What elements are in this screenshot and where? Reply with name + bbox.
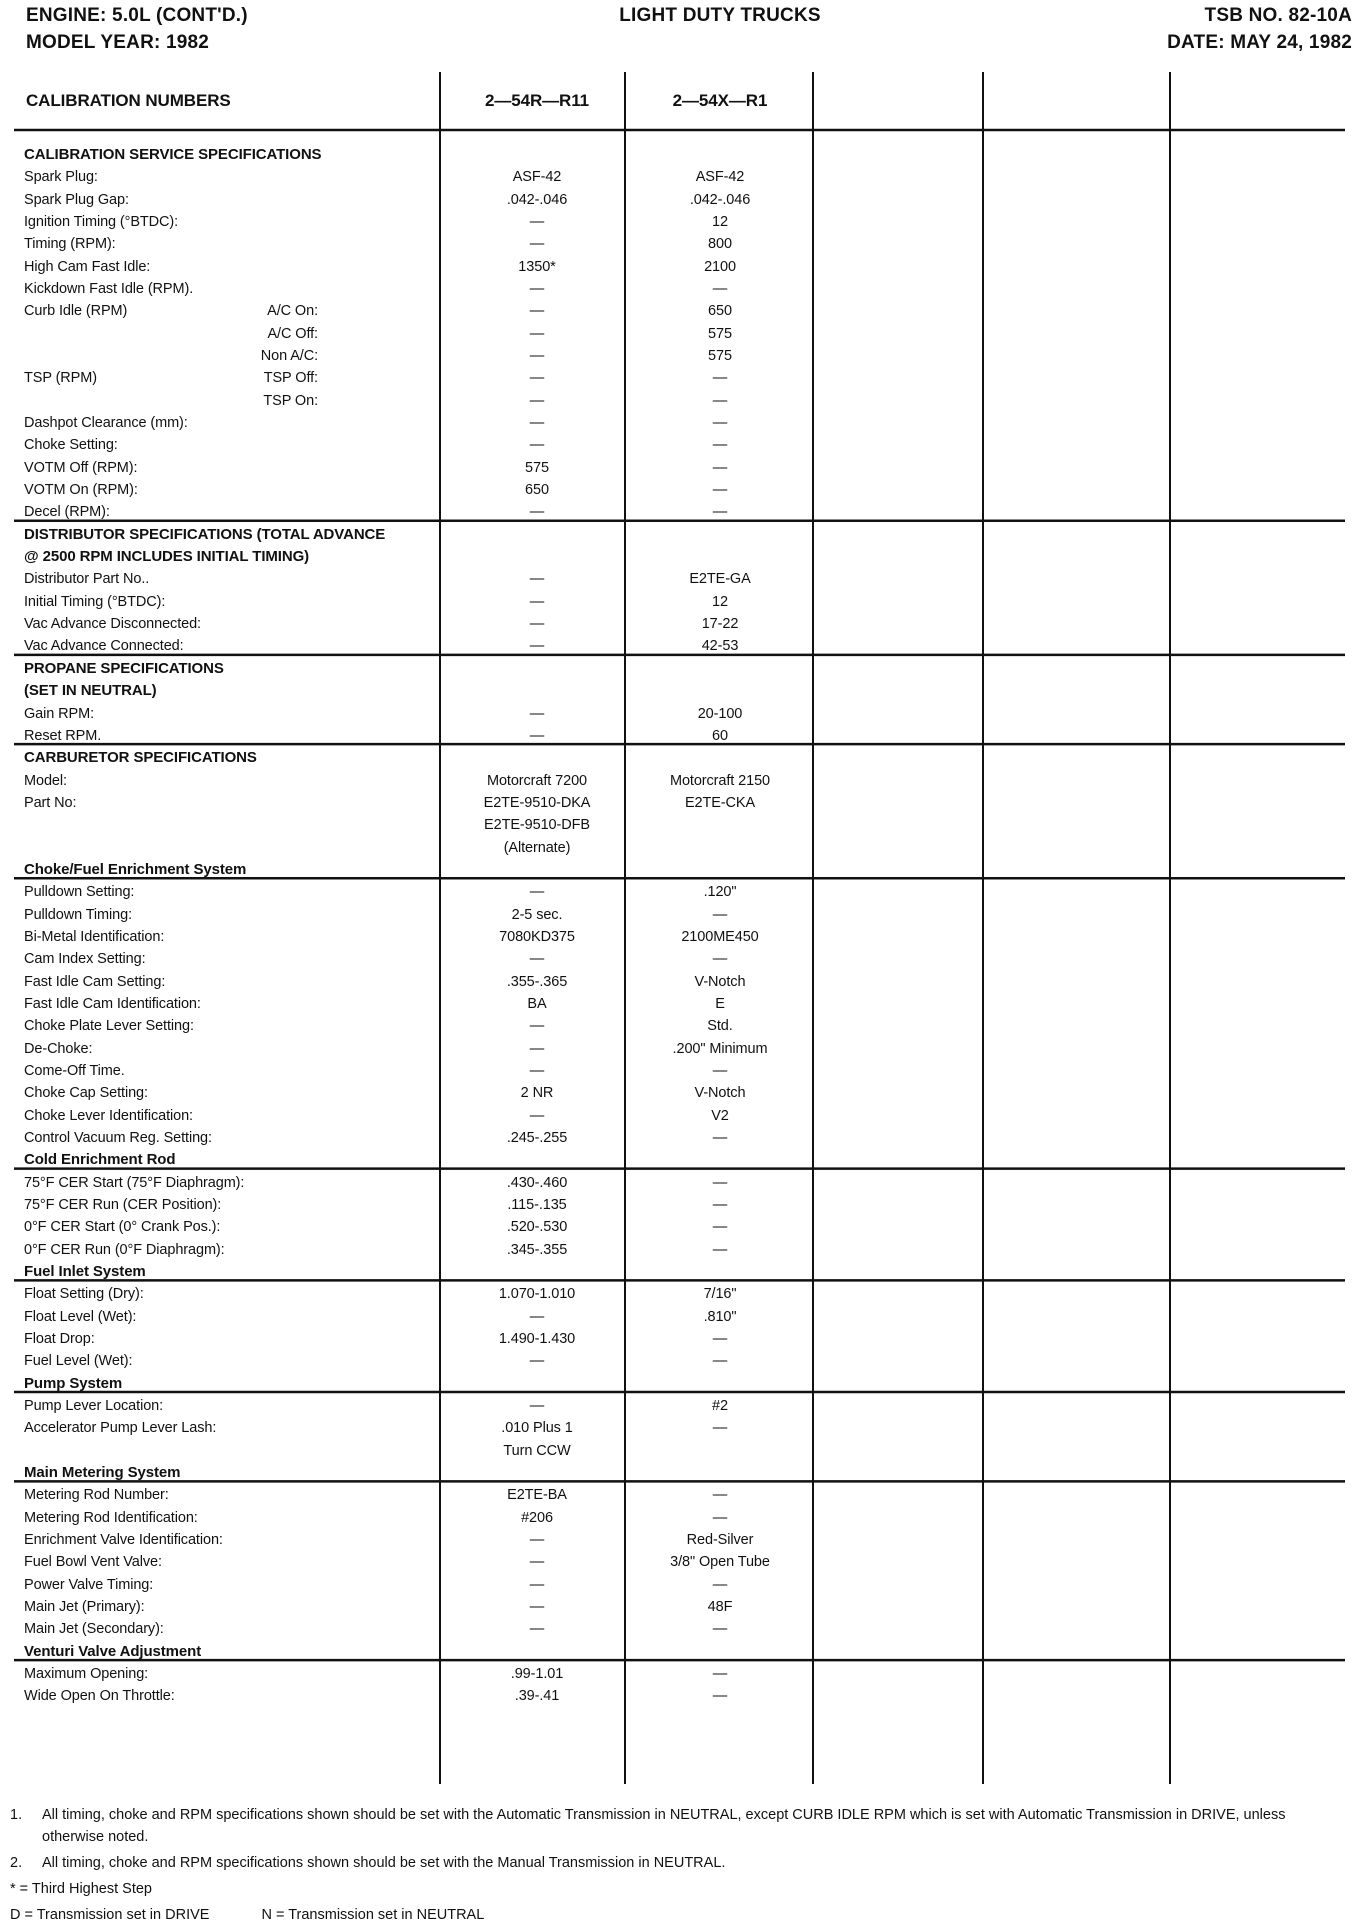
value-col2: V-Notch (694, 1085, 746, 1102)
legend-transmission (10, 1904, 1340, 1926)
value-col2: — (712, 1621, 728, 1638)
value-col2: — (712, 281, 728, 298)
value-col1: — (529, 281, 545, 298)
legend-star: * = Third Highest Step (10, 1881, 152, 1897)
section-heading: CARBURETOR SPECIFICATIONS (24, 749, 257, 767)
value-col2: 2100 (704, 258, 736, 275)
value-col1: — (529, 1532, 545, 1549)
spec-label: Power Valve Timing: (24, 1576, 154, 1593)
spec-label: Float Level (Wet): (24, 1308, 137, 1325)
spec-label: Main Jet (Primary): (24, 1599, 145, 1616)
engine-label: ENGINE: 5.0L (CONT'D.) (26, 5, 248, 26)
value-col2: 17-22 (701, 616, 739, 633)
value-col1: BA (527, 995, 547, 1012)
value-col1: .99-1.01 (510, 1666, 564, 1683)
value-col1: Motorcraft 7200 (486, 772, 588, 789)
value-col1: — (529, 370, 545, 387)
section-heading: DISTRIBUTOR SPECIFICATIONS (TOTAL ADVANCE (24, 525, 386, 543)
value-col1: 7080KD375 (499, 928, 575, 945)
value-col2: 800 (708, 236, 732, 253)
spec-label: Dashpot Clearance (mm): (24, 415, 188, 432)
value-col2: #2 (712, 1398, 728, 1415)
value-col1: .115-.135 (507, 1196, 567, 1213)
spec-label: Vac Advance Connected: (24, 638, 184, 655)
spec-label: Main Jet (Secondary): (24, 1621, 164, 1638)
value-col2: 48F (707, 1599, 733, 1616)
value-col1: — (529, 571, 545, 588)
footnote-text: All timing, choke and RPM specifications shown should be set with the Manual Transmission in NEUTRAL. (42, 1855, 726, 1871)
value-col1: Turn CCW (503, 1442, 571, 1459)
value-col2: Motorcraft 2150 (669, 772, 771, 789)
value-col2: 12 (712, 214, 728, 231)
column-header-col2: 2—54X—R1 (672, 91, 768, 110)
spec-label: Choke Cap Setting: (24, 1085, 148, 1102)
value-col1: (Alternate) (503, 839, 571, 856)
spec-sublabel: TSP On: (263, 392, 318, 409)
spec-label: Pulldown Timing: (24, 906, 133, 923)
section-heading: Venturi Valve Adjustment (24, 1642, 202, 1660)
spec-label: Metering Rod Number: (24, 1487, 169, 1504)
spec-label: Gain RPM: (24, 705, 95, 722)
value-col2: — (712, 1487, 728, 1504)
value-col2: .042-.046 (689, 191, 751, 208)
footnotes (10, 1804, 1340, 1926)
value-col1: — (529, 727, 545, 744)
value-col2: V-Notch (694, 973, 746, 990)
value-col1: .345-.355 (506, 1241, 568, 1258)
value-col2: — (712, 1174, 728, 1191)
spec-label: 75°F CER Start (75°F Diaphragm): (24, 1174, 245, 1191)
spec-label: Maximum Opening: (24, 1666, 149, 1683)
spec-label: VOTM On (RPM): (24, 482, 138, 499)
spec-sublabel: A/C On: (267, 303, 318, 320)
value-col1: — (529, 1621, 545, 1638)
spec-label: Kickdown Fast Idle (RPM). (24, 281, 194, 298)
spec-label: TSP (RPM) (24, 370, 97, 387)
value-col1: — (529, 1353, 545, 1370)
spec-sublabel: A/C Off: (267, 325, 318, 342)
footnote-2 (10, 1852, 1340, 1874)
value-col2: — (712, 906, 728, 923)
spec-label: Control Vacuum Reg. Setting: (24, 1129, 212, 1146)
value-col2: 2100ME450 (681, 928, 759, 945)
value-col2: — (712, 1219, 728, 1236)
value-col2: 60 (712, 727, 728, 744)
spec-label: Fast Idle Cam Identification: (24, 995, 201, 1012)
column-header-col1: 2—54R—R11 (485, 91, 589, 110)
spec-label: Vac Advance Disconnected: (24, 616, 201, 633)
value-col1: — (529, 437, 545, 454)
value-col1: .355-.365 (506, 973, 568, 990)
spec-label: Reset RPM. (24, 727, 102, 744)
spec-label: Pump Lever Location: (24, 1398, 164, 1415)
value-col1: — (529, 392, 545, 409)
value-col1: — (529, 1308, 545, 1325)
spec-label: Timing (RPM): (24, 236, 116, 253)
value-col1: 2-5 sec. (511, 906, 563, 923)
value-col1: — (529, 1018, 545, 1035)
spec-label: Curb Idle (RPM) (24, 303, 128, 320)
spec-label: Decel (RPM): (24, 504, 110, 521)
section-heading: CALIBRATION SERVICE SPECIFICATIONS (24, 146, 322, 163)
spec-label: Float Drop: (24, 1331, 95, 1348)
value-col1: — (529, 236, 545, 253)
section-heading: Cold Enrichment Rod (24, 1151, 176, 1169)
value-col1: — (529, 214, 545, 231)
spec-label: Wide Open On Throttle: (24, 1688, 175, 1705)
spec-label: Spark Plug: (24, 169, 98, 186)
spec-label: Model: (24, 772, 67, 789)
footnote-text: All timing, choke and RPM specifications shown should be set with the Automatic Transmission in NEUTRAL, except CURB IDLE RPM which is set with Automatic Transmission in DRIVE, unless otherwise noted. (42, 1807, 1286, 1845)
value-col2: — (712, 1062, 728, 1079)
value-col1: E2TE-9510-DFB (484, 817, 590, 834)
value-col1: — (529, 951, 545, 968)
value-col2: — (712, 1420, 728, 1437)
spec-label: De-Choke: (24, 1040, 93, 1057)
value-col1: 1350* (518, 258, 556, 275)
value-col2: — (712, 1331, 728, 1348)
value-col2: Std. (707, 1018, 733, 1035)
value-col2: 3/8" Open Tube (670, 1554, 770, 1571)
spec-label: 75°F CER Run (CER Position): (24, 1196, 222, 1213)
value-col2: 7/16" (703, 1286, 737, 1303)
spec-label: Choke Setting: (24, 437, 118, 454)
value-col2: — (712, 415, 728, 432)
spec-label: Fuel Bowl Vent Valve: (24, 1554, 162, 1571)
value-col1: — (529, 1107, 545, 1124)
value-col1: — (529, 593, 545, 610)
footnote-number: 2. (10, 1855, 23, 1871)
value-col1: .245-.255 (506, 1129, 568, 1146)
bulletin-date: DATE: MAY 24, 1982 (1167, 32, 1352, 53)
spec-label: Enrichment Valve Identification: (24, 1532, 223, 1549)
value-col1: ASF-42 (512, 169, 562, 186)
spec-label: Metering Rod Identification: (24, 1509, 198, 1526)
value-col1: — (529, 504, 545, 521)
spec-label: Initial Timing (°BTDC): (24, 593, 166, 610)
value-col2: — (712, 951, 728, 968)
value-col2: V2 (711, 1107, 729, 1124)
value-col1: .430-.460 (506, 1174, 568, 1191)
tsb-number: TSB NO. 82-10A (1204, 5, 1352, 26)
value-col2: — (712, 482, 728, 499)
column-header-calibration: CALIBRATION NUMBERS (26, 91, 231, 110)
section-heading: Fuel Inlet System (24, 1263, 146, 1280)
spec-label: VOTM Off (RPM): (24, 459, 138, 476)
value-col1: .39-.41 (514, 1688, 560, 1705)
value-col1: E2TE-9510-DKA (483, 794, 591, 811)
value-col2: — (712, 1666, 728, 1683)
value-col2: 650 (708, 303, 732, 320)
value-col1: — (529, 415, 545, 432)
value-col1: — (529, 325, 545, 342)
spec-label: Accelerator Pump Lever Lash: (24, 1420, 217, 1437)
spec-sublabel: Non A/C: (260, 348, 318, 365)
value-col1: — (529, 1576, 545, 1593)
value-col2: — (712, 459, 728, 476)
spec-label: Come-Off Time. (24, 1062, 125, 1079)
value-col2: — (712, 504, 728, 521)
value-col2: — (712, 437, 728, 454)
section-heading: @ 2500 RPM INCLUDES INITIAL TIMING) (24, 548, 310, 566)
legend-neutral: N = Transmission set in NEUTRAL (261, 1907, 485, 1923)
value-col1: — (529, 348, 545, 365)
value-col1: — (529, 1040, 545, 1057)
value-col1: — (529, 638, 545, 655)
spec-label: Distributor Part No.. (24, 571, 150, 588)
value-col2: 12 (712, 593, 728, 610)
value-col2: — (712, 1241, 728, 1258)
spec-sublabel: TSP Off: (263, 370, 318, 387)
spec-label: Bi-Metal Identification: (24, 928, 165, 945)
value-col2: E2TE-CKA (684, 794, 756, 811)
legend-drive: D = Transmission set in DRIVE (10, 1907, 210, 1923)
value-col1: — (529, 616, 545, 633)
value-col1: .010 Plus 1 (501, 1420, 573, 1437)
section-heading: Main Metering System (24, 1464, 181, 1482)
value-col1: — (529, 705, 545, 722)
value-col1: 650 (525, 482, 549, 499)
spec-label: Choke Plate Lever Setting: (24, 1018, 194, 1035)
spec-label: Choke Lever Identification: (24, 1107, 193, 1124)
value-col1: 1.490-1.430 (498, 1331, 576, 1348)
value-col2: — (712, 392, 728, 409)
value-col1: 1.070-1.010 (498, 1286, 576, 1303)
spec-label: Float Setting (Dry): (24, 1286, 144, 1303)
value-col2: — (712, 1509, 728, 1526)
model-year-label: MODEL YEAR: 1982 (26, 32, 210, 53)
value-col2: .200" Minimum (672, 1040, 768, 1057)
value-col2: 42-53 (701, 638, 739, 655)
value-col2: — (712, 1688, 728, 1705)
section-heading: PROPANE SPECIFICATIONS (24, 659, 224, 677)
value-col1: — (529, 884, 545, 901)
section-heading: Pump System (24, 1374, 123, 1392)
value-col1: — (529, 303, 545, 320)
spec-label: High Cam Fast Idle: (24, 258, 151, 275)
value-col1: — (529, 1599, 545, 1616)
value-col2: 575 (708, 325, 732, 342)
section-heading: Choke/Fuel Enrichment System (24, 860, 247, 878)
spec-label: Part No: (24, 794, 77, 811)
value-col2: — (712, 370, 728, 387)
value-col2: E (715, 995, 725, 1012)
section-heading: (SET IN NEUTRAL) (24, 682, 157, 700)
header-right (1167, 2, 1352, 56)
value-col1: .520-.530 (506, 1219, 568, 1236)
spec-label: 0°F CER Start (0° Crank Pos.): (24, 1219, 221, 1236)
value-col2: — (712, 1196, 728, 1213)
spec-label: Spark Plug Gap: (24, 191, 129, 208)
specification-table (0, 72, 1360, 1787)
value-col2: E2TE-GA (689, 571, 751, 588)
value-col1: 575 (525, 459, 549, 476)
spec-label: Pulldown Setting: (24, 884, 135, 901)
footnote-1 (10, 1804, 1340, 1848)
value-col1: — (529, 1554, 545, 1571)
value-col1: 2 NR (520, 1085, 554, 1102)
spec-label: Fuel Level (Wet): (24, 1353, 133, 1370)
value-col2: ASF-42 (695, 169, 745, 186)
spec-label: Fast Idle Cam Setting: (24, 973, 166, 990)
value-col1: — (529, 1398, 545, 1415)
spec-label: Ignition Timing (°BTDC): (24, 214, 179, 231)
value-col1: E2TE-BA (507, 1487, 567, 1504)
value-col2: — (712, 1353, 728, 1370)
value-col1: — (529, 1062, 545, 1079)
category-title: LIGHT DUTY TRUCKS (619, 5, 821, 26)
footnote-number: 1. (10, 1807, 23, 1823)
value-col2: .120" (703, 884, 737, 901)
value-col1: #206 (521, 1509, 553, 1526)
value-col2: 575 (708, 348, 732, 365)
value-col2: .810" (703, 1308, 737, 1325)
value-col2: — (712, 1129, 728, 1146)
value-col2: 20-100 (697, 705, 743, 722)
value-col2: Red-Silver (686, 1532, 754, 1549)
value-col1: .042-.046 (506, 191, 568, 208)
document-header (0, 0, 1360, 70)
spec-label: 0°F CER Run (0°F Diaphragm): (24, 1241, 225, 1258)
value-col2: — (712, 1576, 728, 1593)
spec-label: Cam Index Setting: (24, 951, 146, 968)
